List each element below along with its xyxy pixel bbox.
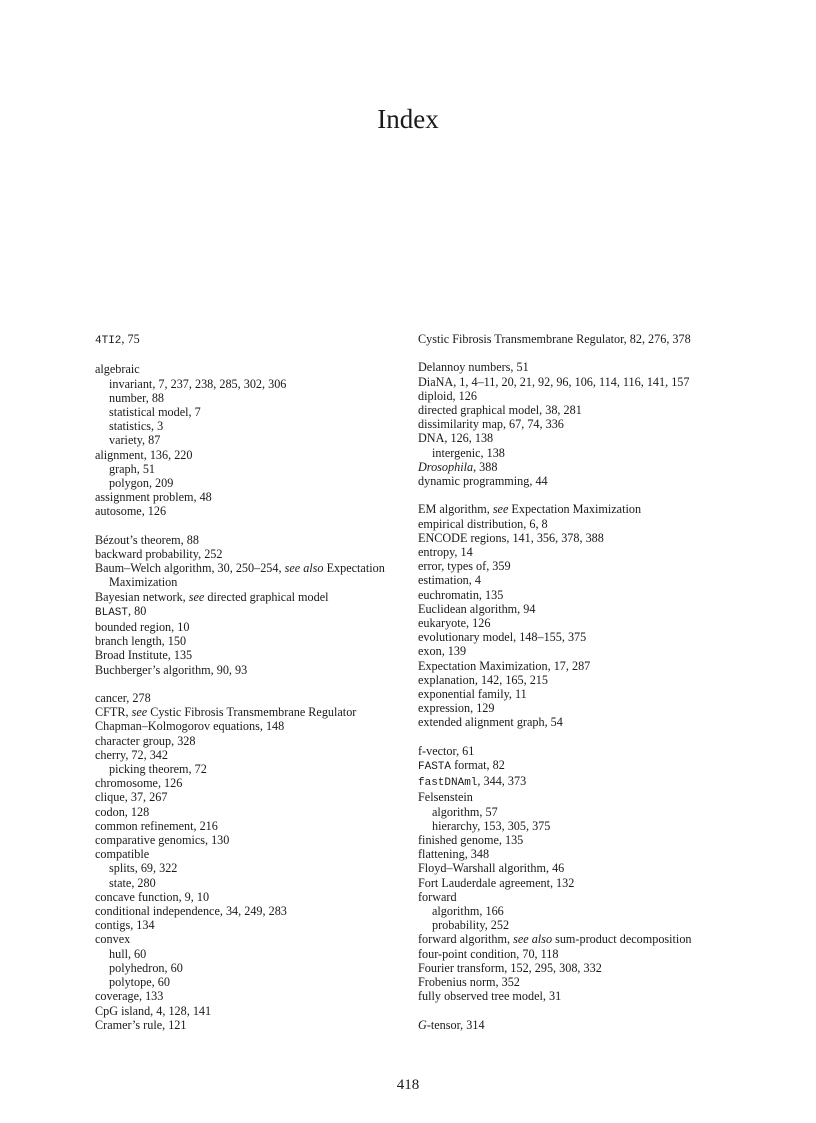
- entry-text: four-point condition, 70, 118: [418, 946, 559, 961]
- letter-group-gap: [95, 348, 395, 362]
- index-entry: [418, 989, 718, 1003]
- entry-text: flattening, 348: [418, 847, 490, 862]
- entry-text: Cystic Fibrosis Transmembrane Regulator, 82, 276, 378: [418, 332, 691, 346]
- page-title: Index: [377, 104, 439, 134]
- entry-text: concave function, 9, 10: [95, 889, 210, 904]
- index-entry: [95, 691, 395, 705]
- index-entry: [418, 474, 718, 488]
- index-entry: [418, 602, 718, 616]
- entry-text: compatible: [95, 847, 150, 862]
- entry-text: coverage, 133: [95, 989, 164, 1004]
- index-entry: [418, 659, 718, 673]
- entry-text: graph, 51: [109, 461, 156, 476]
- entry-text: sum-product decomposition: [552, 932, 692, 947]
- entry-text: state, 280: [109, 875, 156, 890]
- letter-group-gap: [95, 519, 395, 533]
- entry-text: , 388: [473, 459, 498, 474]
- index-entry: [95, 634, 395, 648]
- index-entry: [95, 547, 395, 561]
- index-entry: [418, 502, 718, 516]
- index-entry: [418, 961, 718, 975]
- entry-text: , 75: [121, 332, 140, 346]
- entry-text: codon, 128: [95, 804, 150, 819]
- index-entry: [95, 1018, 395, 1032]
- entry-text: Bézout’s theorem, 88: [95, 532, 199, 547]
- entry-text: cancer, 278: [95, 691, 151, 706]
- entry-text: eukaryote, 126: [418, 616, 491, 631]
- index-subentry: [418, 805, 718, 819]
- index-entry: [418, 947, 718, 961]
- entry-text: branch length, 150: [95, 634, 187, 649]
- index-entry: [95, 748, 395, 762]
- index-entry: [418, 332, 718, 346]
- index-entry: [95, 904, 395, 918]
- entry-text: conditional independence, 34, 249, 283: [95, 904, 287, 919]
- index-entry: [95, 989, 395, 1003]
- index-entry: [418, 588, 718, 602]
- index-entry: [418, 403, 718, 417]
- index-column-right: [418, 332, 718, 1032]
- index-entry: [95, 604, 395, 620]
- entry-text: Drosophila: [418, 459, 474, 474]
- index-entry: [418, 701, 718, 715]
- page-number: 418: [396, 1077, 420, 1093]
- entry-text: Floyd–Warshall algorithm, 46: [418, 861, 565, 876]
- entry-text: exponential family, 11: [418, 687, 527, 702]
- entry-text: character group, 328: [95, 733, 196, 748]
- index-entry: [95, 734, 395, 748]
- index-entry: [95, 719, 395, 733]
- index-entry: [95, 776, 395, 790]
- letter-group-gap: [418, 346, 718, 360]
- entry-text: backward probability, 252: [95, 547, 223, 562]
- entry-text: estimation, 4: [418, 573, 481, 588]
- entry-text: Euclidean algorithm, 94: [418, 601, 536, 616]
- entry-text: picking theorem, 72: [109, 762, 207, 777]
- index-entry: [418, 517, 718, 531]
- index-entry: [418, 890, 718, 904]
- entry-text: polyhedron, 60: [109, 960, 183, 975]
- index-entry: [95, 533, 395, 547]
- entry-text: format, 82: [451, 758, 505, 773]
- index-entry: [95, 620, 395, 634]
- index-subentry: [95, 391, 395, 405]
- index-entry: [95, 847, 395, 861]
- entry-text: forward algorithm,: [418, 932, 514, 947]
- entry-text: directed graphical model, 38, 281: [418, 403, 582, 417]
- entry-text: Broad Institute, 135: [95, 648, 193, 663]
- entry-text: ENCODE regions, 141, 356, 378, 388: [418, 530, 604, 545]
- entry-text: CFTR,: [95, 705, 132, 720]
- entry-text: polytope, 60: [109, 975, 170, 990]
- entry-text: Expectation Maximization, 17, 287: [418, 658, 591, 673]
- index-entry: [95, 790, 395, 804]
- entry-text: empirical distribution, 6, 8: [418, 516, 548, 531]
- index-entry: [418, 630, 718, 644]
- entry-text: exon, 139: [418, 644, 467, 659]
- entry-text: , 344, 373: [477, 774, 527, 789]
- entry-text: -tensor, 314: [426, 1017, 485, 1032]
- index-subentry: [95, 377, 395, 391]
- index-entry: [418, 790, 718, 804]
- entry-text: invariant, 7, 237, 238, 285, 302, 306: [109, 376, 287, 391]
- entry-text: see: [188, 589, 205, 604]
- index-entry: [418, 531, 718, 545]
- entry-text: statistics, 3: [109, 419, 164, 434]
- index-entry: [418, 431, 718, 445]
- entry-text: fully observed tree model, 31: [418, 989, 562, 1004]
- entry-text: see: [131, 705, 148, 720]
- entry-text: directed graphical model: [204, 589, 329, 604]
- entry-text: number, 88: [109, 390, 165, 405]
- entry-text: see: [492, 502, 509, 517]
- entry-text: hierarchy, 153, 305, 375: [432, 818, 551, 833]
- entry-text: finished genome, 135: [418, 833, 524, 848]
- entry-text: autosome, 126: [95, 504, 167, 519]
- index-entry: [418, 360, 718, 374]
- entry-text: f-vector, 61: [418, 743, 475, 758]
- entry-text: Cystic Fibrosis Transmembrane Regulator: [147, 705, 357, 720]
- entry-text: Frobenius norm, 352: [418, 975, 520, 990]
- index-entry: [418, 715, 718, 729]
- entry-text: alignment, 136, 220: [95, 447, 193, 462]
- entry-text: diploid, 126: [418, 388, 477, 403]
- index-entry: [418, 545, 718, 559]
- entry-text: comparative genomics, 130: [95, 833, 230, 848]
- entry-text: see also: [513, 932, 553, 947]
- index-entry: [418, 375, 718, 389]
- index-subentry: [95, 762, 395, 776]
- entry-text: probability, 252: [432, 918, 510, 933]
- entry-text: Buchberger’s algorithm, 90, 93: [95, 662, 248, 677]
- index-entry: [418, 861, 718, 875]
- entry-text: FASTA: [418, 761, 452, 774]
- index-entry: [418, 673, 718, 687]
- entry-text: G: [418, 1017, 427, 1032]
- index-subentry: [95, 961, 395, 975]
- index-entry: [418, 559, 718, 573]
- index-entry: [418, 687, 718, 701]
- entry-text: DNA, 126, 138: [418, 431, 494, 446]
- entry-text: 4TI2: [95, 335, 122, 347]
- entry-text: bounded region, 10: [95, 620, 190, 635]
- entry-text: chromosome, 126: [95, 776, 183, 791]
- entry-text: entropy, 14: [418, 545, 473, 560]
- entry-text: algorithm, 166: [432, 904, 504, 919]
- entry-text: fastDNAml: [418, 777, 478, 790]
- index-entry: [95, 932, 395, 946]
- index-entry: [95, 362, 395, 376]
- entry-text: polygon, 209: [109, 476, 174, 491]
- entry-text: contigs, 134: [95, 918, 155, 933]
- index-subentry: [95, 861, 395, 875]
- entry-text: assignment problem, 48: [95, 490, 212, 505]
- entry-text: see also: [284, 561, 324, 576]
- index-entry: [418, 758, 718, 774]
- entry-text: Chapman–Kolmogorov equations, 148: [95, 719, 285, 734]
- entry-text: Delannoy numbers, 51: [418, 360, 529, 375]
- index-entry: [95, 663, 395, 677]
- entry-text: CpG island, 4, 128, 141: [95, 1003, 212, 1018]
- index-entry: [418, 1018, 718, 1032]
- index-entry: [418, 417, 718, 431]
- index-entry: [95, 648, 395, 662]
- index-entry: [418, 975, 718, 989]
- index-subentry: [95, 876, 395, 890]
- index-entry: [95, 833, 395, 847]
- entry-text: , 80: [128, 603, 147, 618]
- index-entry: [418, 616, 718, 630]
- index-entry: [418, 389, 718, 403]
- index-entry: [95, 504, 395, 518]
- index-entry: [95, 918, 395, 932]
- entry-text: euchromatin, 135: [418, 587, 504, 602]
- entry-text: Expectation Maximization: [109, 561, 385, 590]
- index-entry: [95, 590, 395, 604]
- entry-text: dynamic programming, 44: [418, 474, 548, 489]
- entry-text: DiaNA, 1, 4–11, 20, 21, 92, 96, 106, 114, 116, 141, 157: [418, 374, 690, 389]
- index-entry: [418, 847, 718, 861]
- entry-text: dissimilarity map, 67, 74, 336: [418, 417, 564, 432]
- entry-text: Cramer’s rule, 121: [95, 1017, 187, 1032]
- entry-text: convex: [95, 932, 131, 947]
- index-subentry: [418, 819, 718, 833]
- index-entry: [418, 833, 718, 847]
- index-entry: [95, 1004, 395, 1018]
- index-subentry: [95, 947, 395, 961]
- index-entry: [418, 644, 718, 658]
- index-subentry: [95, 405, 395, 419]
- index-entry: [418, 744, 718, 758]
- entry-text: Felsenstein: [418, 790, 473, 805]
- index-column-left: [95, 332, 395, 1032]
- index-entry: [95, 805, 395, 819]
- entry-text: Expectation Maximization: [508, 502, 642, 517]
- index-entry: [95, 561, 395, 589]
- index-entry: [418, 876, 718, 890]
- entry-text: Fort Lauderdale agreement, 132: [418, 875, 575, 890]
- entry-text: extended alignment graph, 54: [418, 715, 563, 730]
- entry-text: Baum–Welch algorithm, 30, 250–254,: [95, 561, 285, 576]
- entry-text: forward: [418, 889, 457, 904]
- entry-text: EM algorithm,: [418, 502, 493, 517]
- index-entry: [95, 332, 395, 348]
- letter-group-gap: [95, 677, 395, 691]
- index-subentry: [418, 446, 718, 460]
- entry-text: Fourier transform, 152, 295, 308, 332: [418, 960, 602, 975]
- entry-text: algorithm, 57: [432, 804, 498, 819]
- letter-group-gap: [418, 488, 718, 502]
- entry-text: algebraic: [95, 362, 140, 377]
- letter-group-gap: [418, 1004, 718, 1018]
- index-entry: [418, 573, 718, 587]
- entry-text: cherry, 72, 342: [95, 747, 168, 762]
- index-entry: [418, 932, 718, 946]
- entry-text: clique, 37, 267: [95, 790, 168, 805]
- index-entry: [95, 819, 395, 833]
- entry-text: statistical model, 7: [109, 405, 201, 419]
- entry-text: explanation, 142, 165, 215: [418, 672, 548, 687]
- index-entry: [95, 890, 395, 904]
- entry-text: hull, 60: [109, 946, 147, 961]
- index-subentry: [95, 975, 395, 989]
- index-entry: [418, 460, 718, 474]
- entry-text: evolutionary model, 148–155, 375: [418, 630, 587, 645]
- entry-text: variety, 87: [109, 433, 161, 448]
- entry-text: intergenic, 138: [432, 445, 505, 460]
- letter-group-gap: [418, 730, 718, 744]
- entry-text: error, types of, 359: [418, 559, 511, 574]
- index-subentry: [95, 433, 395, 447]
- entry-text: Bayesian network,: [95, 589, 189, 604]
- entry-text: common refinement, 216: [95, 818, 218, 833]
- index-entry: [95, 705, 395, 719]
- entry-text: BLAST: [95, 606, 129, 619]
- index-entry: [95, 490, 395, 504]
- index-subentry: [418, 918, 718, 932]
- entry-text: splits, 69, 322: [109, 861, 178, 876]
- index-subentry: [418, 904, 718, 918]
- index-subentry: [95, 419, 395, 433]
- index-subentry: [95, 476, 395, 490]
- index-entry: [418, 774, 718, 790]
- index-subentry: [95, 462, 395, 476]
- entry-text: expression, 129: [418, 701, 495, 716]
- index-entry: [95, 448, 395, 462]
